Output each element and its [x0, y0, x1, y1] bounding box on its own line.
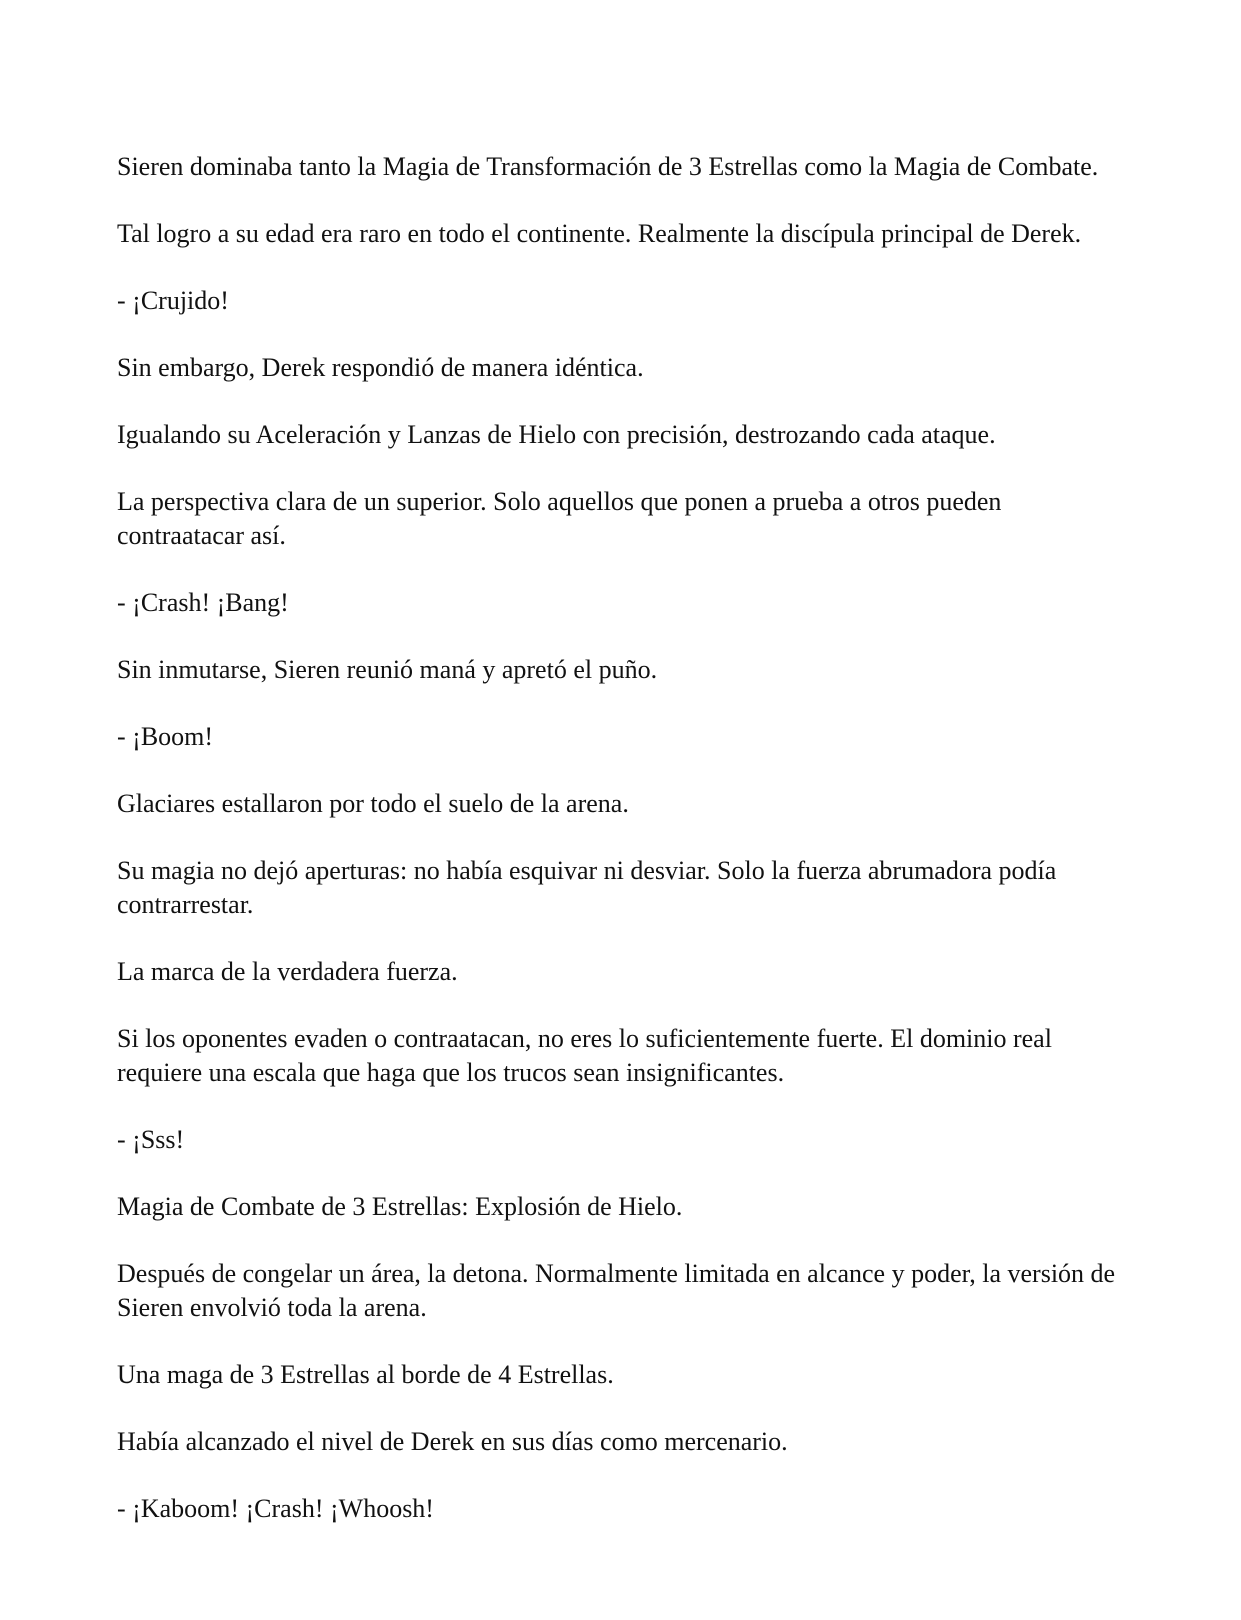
paragraph: La marca de la verdadera fuerza.	[117, 957, 458, 986]
paragraph: Tal logro a su edad era raro en todo el continente. Realmente la discípula principal de Derek.	[117, 219, 1082, 248]
paragraph: Magia de Combate de 3 Estrellas: Explosión de Hielo.	[117, 1192, 683, 1221]
paragraph: Sin embargo, Derek respondió de manera idéntica.	[117, 353, 644, 382]
paragraph: - ¡Crujido!	[117, 286, 229, 315]
paragraph: Había alcanzado el nivel de Derek en sus días como mercenario.	[117, 1427, 788, 1456]
paragraph: - ¡Kaboom! ¡Crash! ¡Whoosh!	[117, 1494, 434, 1523]
paragraph: - ¡Sss!	[117, 1125, 185, 1154]
paragraph: Una maga de 3 Estrellas al borde de 4 Estrellas.	[117, 1360, 614, 1389]
paragraph: Después de congelar un área, la detona. Normalmente limitada en alcance y poder, la versión de Sieren envolvió toda la arena.	[117, 1259, 1116, 1322]
paragraph: Sin inmutarse, Sieren reunió maná y apretó el puño.	[117, 655, 658, 684]
document-body	[117, 150, 1127, 1559]
paragraph: - ¡Crash! ¡Bang!	[117, 588, 289, 617]
paragraph: - ¡Boom!	[117, 722, 214, 751]
paragraph: Igualando su Aceleración y Lanzas de Hielo con precisión, destrozando cada ataque.	[117, 420, 996, 449]
paragraph: Si los oponentes evaden o contraatacan, no eres lo suficientemente fuerte. El dominio real requiere una escala que haga que los trucos sean insignificantes.	[117, 1024, 1052, 1087]
paragraph: Glaciares estallaron por todo el suelo de la arena.	[117, 789, 629, 818]
paragraph: Su magia no dejó aperturas: no había esquivar ni desviar. Solo la fuerza abrumadora podía contrarrestar.	[117, 856, 1057, 919]
paragraph: Sieren dominaba tanto la Magia de Transformación de 3 Estrellas como la Magia de Combate.	[117, 152, 1099, 181]
paragraph: La perspectiva clara de un superior. Solo aquellos que ponen a prueba a otros pueden contraatacar así.	[117, 487, 1002, 550]
